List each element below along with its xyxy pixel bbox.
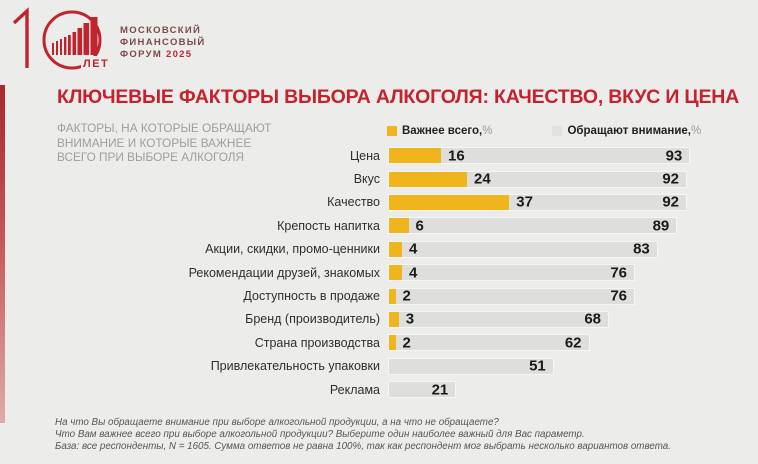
importance-value: 6 (415, 217, 424, 235)
importance-value: 24 (474, 170, 491, 188)
row-label: Цена (349, 148, 380, 163)
chart-legend (387, 123, 701, 139)
attention-value: 62 (564, 334, 582, 352)
row-label: Рекомендации друзей, знакомых (188, 265, 380, 280)
attention-bar (388, 288, 635, 305)
legend-pct: % (482, 125, 493, 137)
chart-row (0, 378, 758, 401)
attention-bar (388, 311, 609, 328)
legend-label-attention: Обращают внимание, (567, 125, 691, 137)
legend-swatch-gray-icon (552, 126, 562, 136)
importance-value: 4 (409, 264, 418, 282)
legend-item-important (387, 125, 492, 137)
attention-value: 21 (431, 381, 449, 399)
subtitle-line: ФАКТОРЫ, НА КОТОРЫЕ ОБРАЩАЮТ (57, 121, 272, 135)
legend-swatch-yellow-icon (387, 126, 397, 136)
row-label: Доступность в продаже (243, 289, 380, 304)
forum-name-line2: ФИНАНСОВЫЙ (120, 37, 206, 48)
attention-value: 51 (529, 357, 546, 375)
row-label: Бренд (производитель) (245, 312, 380, 327)
importance-bar (389, 195, 509, 210)
importance-bar (389, 172, 467, 187)
footnotes (55, 417, 745, 453)
importance-bar (389, 289, 396, 304)
forum-name-line3: ФОРУМ 2025 (120, 49, 193, 60)
bar-chart-rows (0, 144, 758, 401)
attention-value: 83 (633, 240, 650, 258)
attention-value: 76 (610, 264, 627, 282)
footnote-line: На что Вы обращаете внимание при выборе алкогольной продукции, а на что не обращаете? (55, 417, 499, 428)
chart-row (0, 214, 758, 237)
forum-year: 2025 (166, 49, 193, 60)
attention-bar (388, 147, 690, 164)
years-label: ЛЕТ (83, 58, 110, 70)
attention-bar (388, 381, 456, 398)
attention-value: 92 (662, 170, 679, 188)
attention-bar (388, 241, 658, 258)
chart-row (0, 238, 758, 261)
row-label: Реклама (329, 382, 380, 397)
chart-row (0, 355, 758, 378)
importance-bar (389, 148, 441, 163)
chart-row (0, 331, 758, 354)
attention-value: 68 (584, 310, 601, 328)
attention-bar (388, 194, 687, 211)
attention-bar (388, 334, 590, 351)
importance-value: 3 (405, 310, 415, 328)
chart-row (0, 284, 758, 307)
attention-bar (388, 264, 635, 281)
attention-bar (388, 171, 687, 188)
chart-row (0, 191, 758, 214)
forum-logo (8, 4, 308, 74)
importance-value: 37 (516, 193, 533, 211)
chart-row (0, 167, 758, 190)
row-label: Страна производства (254, 335, 380, 350)
attention-value: 93 (665, 147, 683, 165)
subtitle-line: ВСЕГО ПРИ ВЫБОРЕ АЛКОГОЛЯ (57, 150, 245, 164)
footnote-line: База: все респонденты, N = 1605. Сумма ответов не равна 100%, так как респондент мог выбрать несколько вариантов ответа. (55, 441, 671, 452)
chart-row (0, 144, 758, 167)
subtitle-line: ВНИМАНИЕ И КОТОРЫЕ ВАЖНЕЕ (57, 135, 252, 150)
row-label: Акции, скидки, промо-ценники (205, 242, 380, 257)
importance-value: 2 (402, 334, 411, 352)
chart-row (0, 308, 758, 331)
forum-name-line1: МОСКОВСКИЙ (120, 25, 202, 36)
row-label: Крепость напитка (277, 218, 380, 233)
attention-value: 92 (662, 193, 679, 211)
importance-value: 4 (409, 240, 418, 258)
legend-label-important: Важнее всего, (402, 125, 483, 137)
importance-value: 2 (402, 287, 411, 305)
footnote-line: Что Вам важнее всего при выборе алкогольной продукции? Выберите один наиболее важный для Вас параметр. (55, 429, 585, 440)
page-title: КЛЮЧЕВЫЕ ФАКТОРЫ ВЫБОРА АЛКОГОЛЯ: КАЧЕСТВО, ВКУС И ЦЕНА (57, 86, 740, 108)
importance-bar (389, 265, 402, 280)
row-label: Вкус (353, 172, 380, 187)
row-label: Привлекательность упаковки (210, 359, 380, 374)
importance-bar (389, 242, 402, 257)
importance-bar (389, 335, 396, 350)
anniversary-10-years-icon (8, 4, 118, 74)
legend-item-attention (552, 125, 701, 137)
attention-bar (388, 358, 554, 375)
attention-value: 89 (652, 217, 670, 235)
attention-bar (388, 217, 677, 234)
attention-value: 76 (610, 287, 627, 305)
importance-bar (389, 218, 409, 233)
forum-name (120, 25, 206, 61)
importance-value: 16 (448, 147, 465, 165)
chart-row (0, 261, 758, 284)
row-label: Качество (327, 195, 380, 210)
importance-bar (389, 312, 399, 327)
legend-pct: % (690, 125, 702, 137)
